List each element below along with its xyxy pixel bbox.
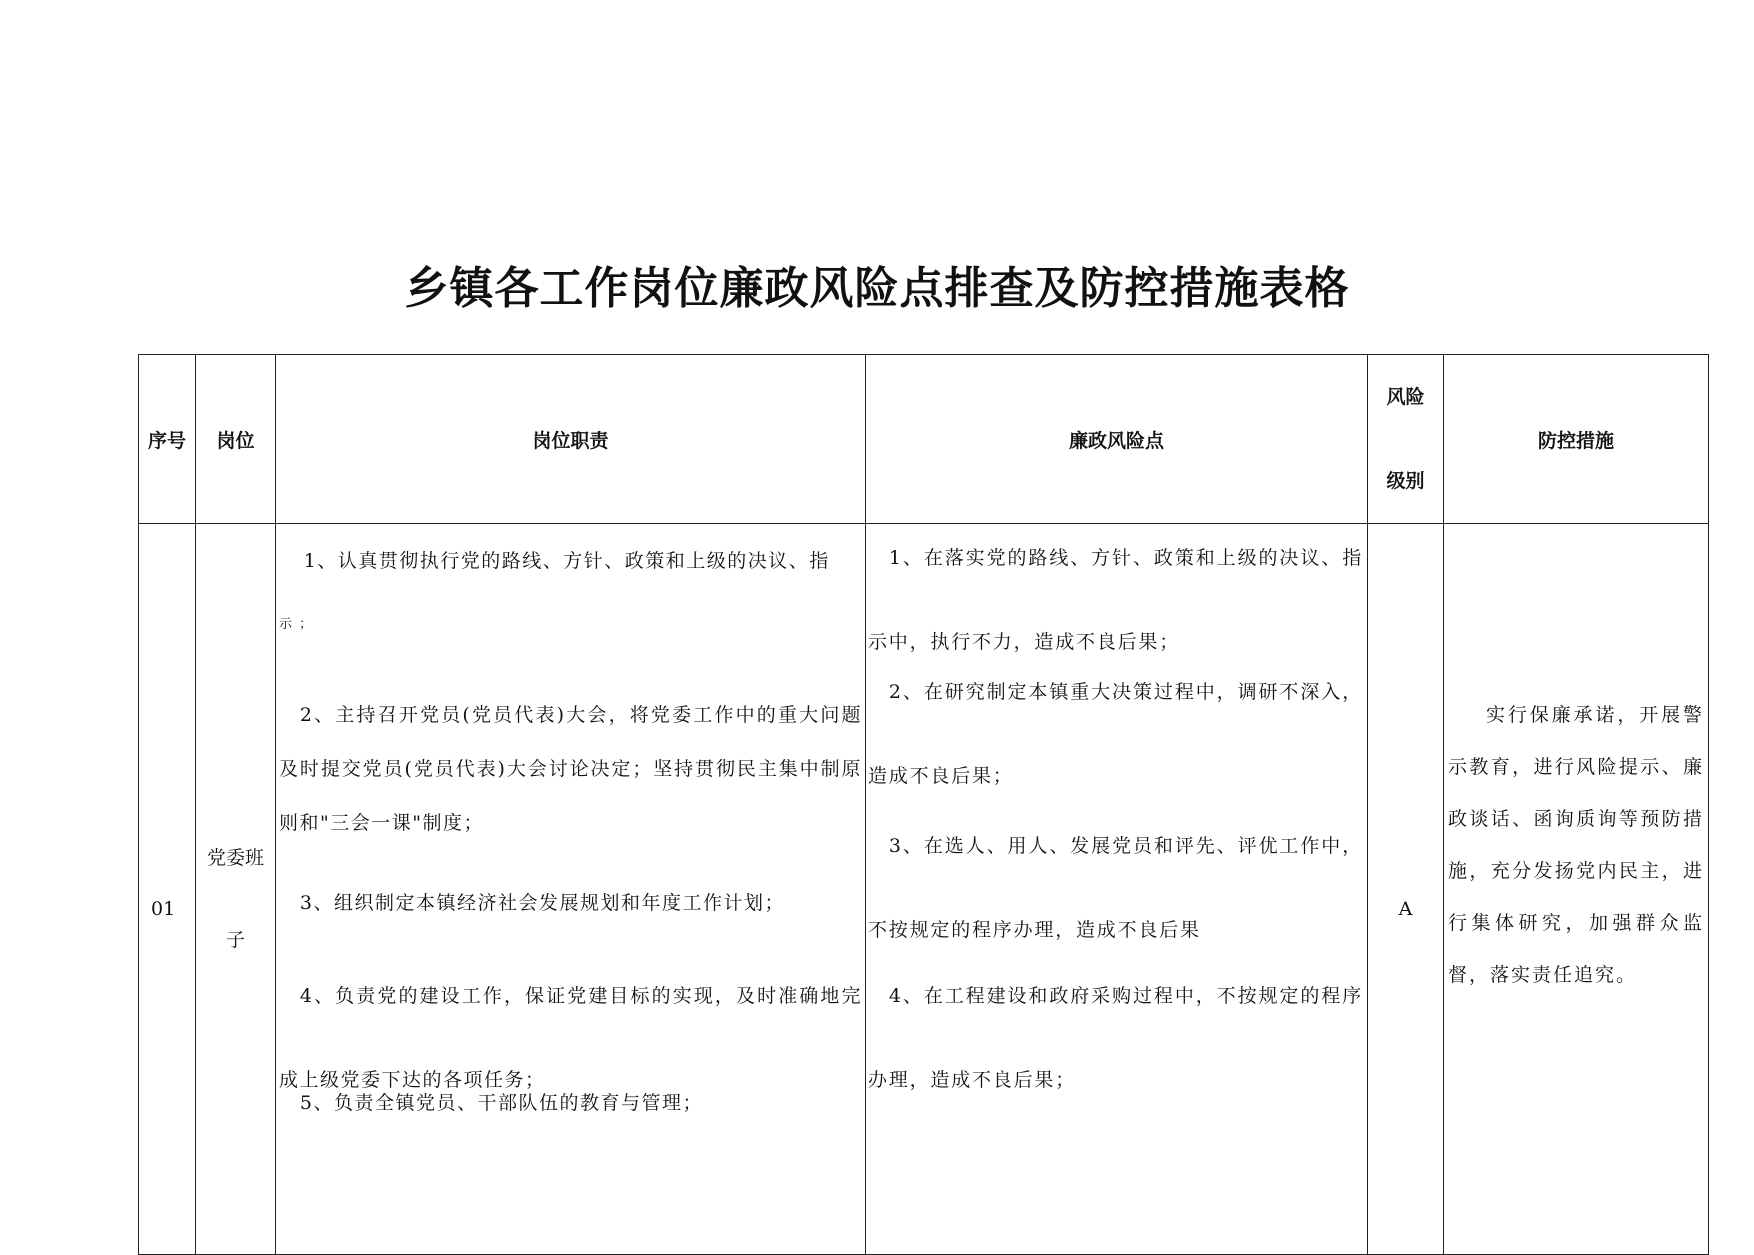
risk-3: 3、在选人、用人、发展党员和评先、评优工作中，不按规定的程序办理，造成不良后果: [868, 835, 1363, 941]
header-level-line2: 级别: [1386, 470, 1425, 492]
header-no: 序号: [139, 355, 196, 524]
row-post: [196, 524, 276, 1255]
duty-2: 2、主持召开党员(党员代表)大会，将党委工作中的重大问题及时提交党员(党员代表)大会讨论决定；坚持贯彻民主集中制原则和"三会一课"制度；: [279, 704, 862, 834]
duty-5: 5、负责全镇党员、干部队伍的教育与管理；: [299, 1092, 703, 1114]
measures-text: 实行保廉承诺，开展警示教育，进行风险提示、廉政谈话、函询质询等预防措施，充分发扬党内民主，进行集体研究，加强群众监督，落实责任追究。: [1448, 703, 1704, 986]
duty-3: 3、组织制定本镇经济社会发展规划和年度工作计划；: [299, 892, 785, 914]
header-duties: 岗位职责: [276, 355, 866, 524]
header-level: [1368, 355, 1444, 524]
risk-1: 1、在落实党的路线、方针、政策和上级的决议、指示中，执行不力，造成不良后果；: [868, 547, 1363, 653]
header-risks: 廉政风险点: [866, 355, 1368, 524]
duty-1a: 1、认真贯彻执行党的路线、方针、政策和上级的决议、指: [303, 550, 830, 572]
row-no: 01: [139, 524, 196, 1255]
risk-4: 4、在工程建设和政府采购过程中，不按规定的程序办理，造成不良后果；: [868, 985, 1363, 1091]
row-duties: [276, 524, 866, 1255]
row-level: A: [1368, 524, 1444, 1255]
page-title: 乡镇各工作岗位廉政风险点排查及防控措施表格: [404, 263, 1350, 314]
header-post: 岗位: [196, 355, 276, 524]
risk-table: [138, 354, 1709, 1255]
row-measures: [1444, 524, 1709, 1255]
table-row: [139, 524, 1709, 1255]
row-risks: [866, 524, 1368, 1255]
duty-4: 4、负责党的建设工作，保证党建目标的实现，及时准确地完成上级党委下达的各项任务；: [279, 985, 862, 1091]
row-post-line2: 子: [225, 929, 245, 951]
risk-2: 2、在研究制定本镇重大决策过程中，调研不深入，造成不良后果；: [868, 681, 1363, 787]
row-post-line1: 党委班: [206, 847, 264, 869]
table-header-row: [139, 355, 1709, 524]
header-level-line1: 风险: [1386, 386, 1425, 408]
duty-1b: 示 ；: [279, 617, 314, 632]
header-measures: 防控措施: [1444, 355, 1709, 524]
